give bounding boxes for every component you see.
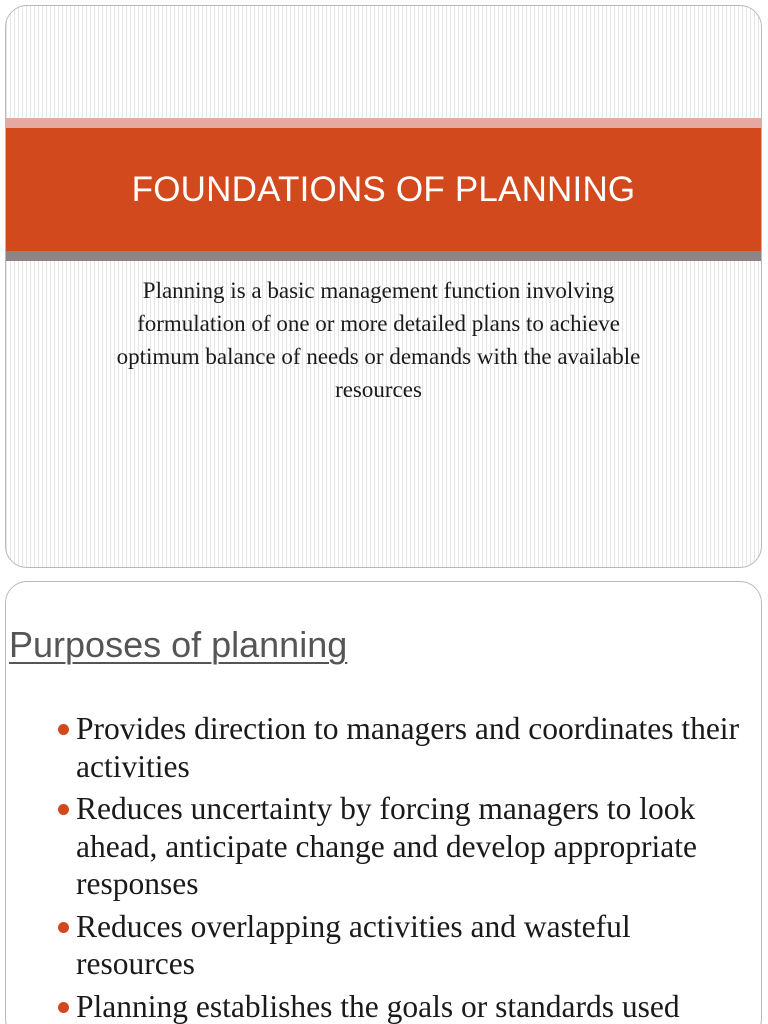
bullet-list [6,710,762,1024]
bullet-text: Reduces uncertainty by forcing managers to look ahead, anticipate change and develop appropriate responses [76,791,697,901]
bullet-dot-icon [58,922,69,933]
bullet-item [6,790,762,903]
bullet-item [6,710,762,785]
slide-title: FOUNDATIONS OF PLANNING [131,169,636,209]
title-top-band [6,118,761,128]
title-bar [6,128,761,251]
content-slide [5,581,762,1024]
slide-heading: Purposes of planning [9,624,348,665]
bullet-text: Provides direction to managers and coordinates their activities [76,711,740,784]
slide-subtitle: Planning is a basic management function involving formulation of one or more detailed plans to achieve optimum balance of needs or demands with the available resources [116,278,641,402]
bullet-dot-icon [58,804,69,815]
title-bottom-band [6,251,761,261]
bullet-dot-icon [58,1002,69,1013]
bullet-item [6,988,762,1024]
bullet-text: Planning establishes the goals or standards used [76,988,680,1024]
bullet-text: Reduces overlapping activities and wasteful resources [76,908,631,981]
bullet-item [6,908,762,983]
bullet-dot-icon [58,724,69,735]
title-slide [5,5,762,568]
